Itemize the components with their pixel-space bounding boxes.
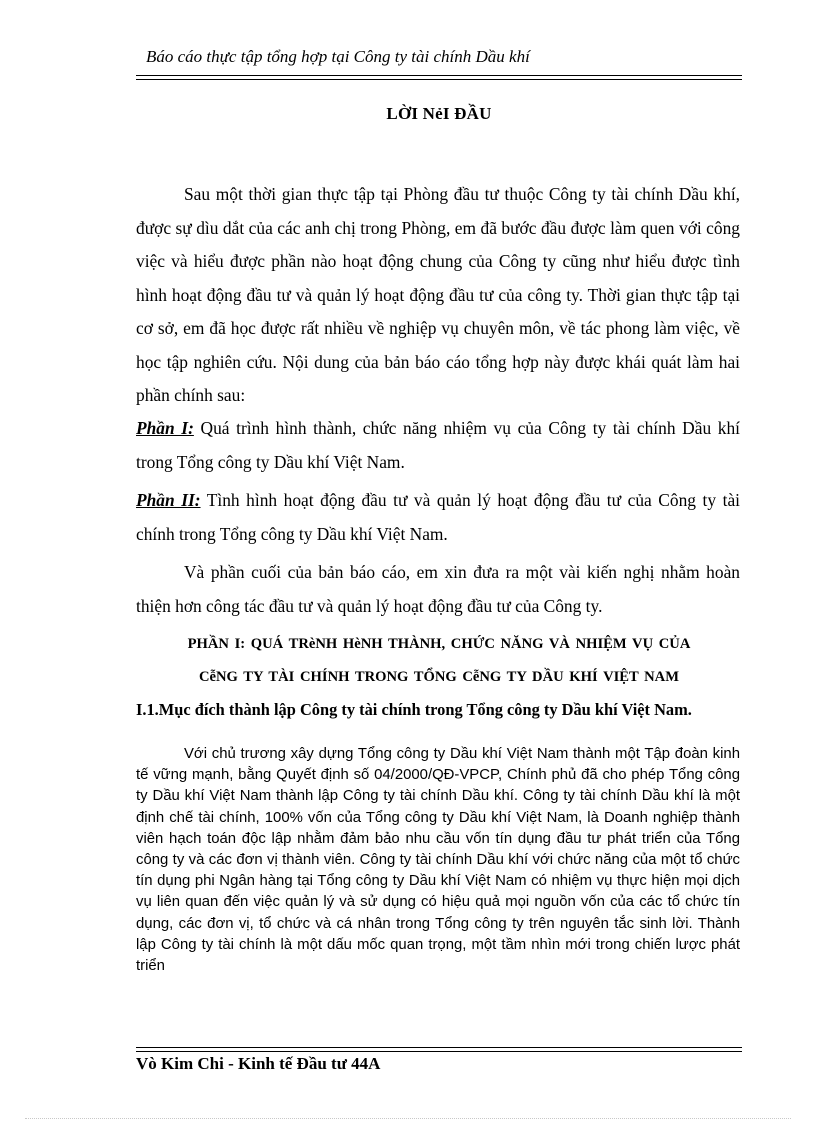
- footer-rule-top: [136, 1047, 742, 1048]
- section-title-line1: PHẦN I: QUÁ TRèNH HèNH THÀNH, CHỨC NĂNG VÀ NHIỆM VỤ CỦA: [187, 636, 691, 652]
- part-two-text: Tình hình hoạt động đầu tư và quản lý hoạt động đầu tư của Công ty tài chính trong Tổng công ty Dầu khí Việt Nam.: [136, 490, 740, 544]
- header-rule-bottom: [136, 79, 742, 80]
- intro-paragraph: Sau một thời gian thực tập tại Phòng đầu tư thuộc Công ty tài chính Dầu khí, được sự dìu dắt của các anh chị trong Phòng, em đã bước đầu được làm quen với công việc và hiểu được phần nào hoạt động chung của Công ty cũng như hiểu được tình hình hoạt động đầu tư và quản lý hoạt động đầu tư của công ty. Thời gian thực tập tại cơ sở, em đã học được rất nhiều về nghiệp vụ chuyên môn, về tác phong làm việc, về học tập nghiên cứu. Nội dung của bản báo cáo tổng hợp này được khái quát làm hai phần chính sau:: [136, 184, 740, 405]
- section-title: [136, 628, 742, 694]
- section-subheading: I.1.Mục đích thành lập Công ty tài chính trong Tổng công ty Dầu khí Việt Nam.: [136, 700, 692, 719]
- part-one-text: Quá trình hình thành, chức năng nhiệm vụ của Công ty tài chính Dầu khí trong Tổng công ty Dầu khí Việt Nam.: [136, 418, 741, 472]
- page-edge-divider: [25, 1118, 791, 1119]
- header-rule-top: [136, 75, 742, 76]
- part-one-label: Phần I:: [136, 418, 194, 438]
- section-body: Với chủ trương xây dựng Tổng công ty Dầu khí Việt Nam thành một Tập đoàn kinh tế vững mạnh, bằng Quyết định số 04/2000/QĐ-VPCP, Chính phủ đã cho phép Tổng công ty Dầu khí Việt Nam thành lập Công ty tài chính Dầu khí. Công ty tài chính Dầu khí là một định chế tài chính, 100% vốn của Tổng công ty Dầu khí Việt Nam, là Doanh nghiệp thành viên hạch toán độc lập nhằm đảm bảo nhu cầu vốn tín dụng đầu tư phát triển của Tổng công ty và các đơn vị thành viên. Công ty tài chính Dầu khí với chức năng của một tổ chức tín dụng phi Ngân hàng tại Tổng công ty Dầu khí Việt Nam có nhiệm vụ thực hiện mọi dịch vụ liên quan đến việc quản lý và sử dụng có hiệu quả mọi nguồn vốn của các tổ chức tín dụng, các đơn vị, tổ chức và cá nhân trong Tổng công ty trên nguyên tắc sinh lời. Thành lập Công ty tài chính là một dấu mốc quan trọng, một tầm nhìn mới trong chiến lược phát triển: [136, 746, 740, 975]
- page-title: LỜI NẻI ĐẦU: [386, 104, 492, 123]
- closing-paragraph: Và phần cuối của bản báo cáo, em xin đưa ra một vài kiến nghị nhằm hoàn thiện hơn công tác đầu tư và quản lý hoạt động đầu tư của Công ty.: [136, 562, 740, 616]
- running-header: Báo cáo thực tập tổng hợp tại Công ty tài chính Dầu khí: [146, 47, 530, 66]
- footer-author: Vò Kim Chi - Kinh tế Đầu tư 44A: [136, 1054, 381, 1073]
- section-title-line2: CễNG TY TÀI CHÍNH TRONG TỔNG CễNG TY DẦU KHÍ VIỆT NAM: [198, 669, 679, 685]
- part-two-item: [136, 484, 740, 551]
- part-one-item: [136, 412, 740, 479]
- footer-rule-bottom: [136, 1051, 742, 1052]
- part-two-label: Phần II:: [136, 490, 201, 510]
